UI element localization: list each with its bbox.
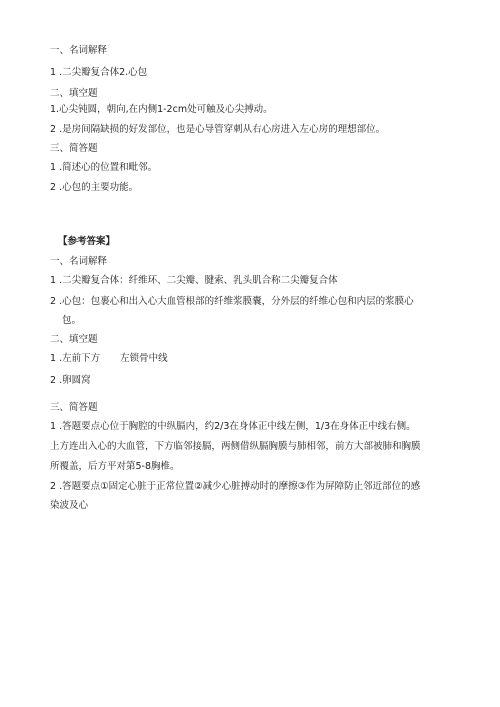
answer-item <box>50 353 168 365</box>
answer-item-continuation: 染波及心 <box>50 500 89 511</box>
answer-item-continuation: 所覆盖，后方平对第5-8胸椎。 <box>50 461 180 472</box>
section-heading-fill-in: 二、填空题 <box>50 88 98 99</box>
section-heading-definitions: 一、名词解释 <box>50 45 108 56</box>
answer-item: 2 .答题要点①固定心脏于正常位置②减少心脏搏动时的摩擦③作为屏障防止邻近部位的感 <box>50 481 421 492</box>
question-item: 2 .是房间隔缺损的好发部位，也是心导管穿刺从右心房进入左心房的理想部位。 <box>50 124 386 135</box>
question-item: 2 .心包的主要功能。 <box>50 182 139 193</box>
section-heading-short-answer: 三、简答题 <box>50 143 98 154</box>
answer-item-continuation: 包。 <box>62 315 82 326</box>
answer-item-continuation: 上方连出入心的大血管，下方临邻接膈，两侧借纵膈胸膜与肺相邻，前方大部被肺和胸膜 <box>50 441 421 452</box>
section-heading-fill-in: 二、填空题 <box>50 334 98 345</box>
question-item: 1 .二尖瓣复合体2.心包 <box>50 67 148 78</box>
answer-item: 1 .二尖瓣复合体：纤维环、二尖瓣、腱索、乳头肌合称二尖瓣复合体 <box>50 275 338 286</box>
answers-title: 【参考答案】 <box>58 236 116 247</box>
section-heading-definitions: 一、名词解释 <box>50 256 108 267</box>
answer-item: 2 .卵圆窝 <box>50 375 91 386</box>
question-item: 1.心尖钝圆，朝向,在内侧1-2cm处可触及心尖搏动。 <box>50 104 273 115</box>
answer-item: 2 .心包：包裹心和出入心大血管根部的纤维浆膜囊，分外层的纤维心包和内层的浆膜心 <box>50 296 414 307</box>
answer-extra-text: 左锁骨中线 <box>120 353 168 364</box>
answer-number-text: 1 .左前下方 <box>50 353 101 364</box>
question-item: 1 .简述心的位置和毗邻。 <box>50 162 158 173</box>
section-heading-short-answer: 三、简答题 <box>50 402 98 413</box>
answer-item: 1 .答题要点心位于胸腔的中纵膈内，约2/3在身体正中线左侧，1/3在身体正中线右侧。 <box>50 421 416 432</box>
